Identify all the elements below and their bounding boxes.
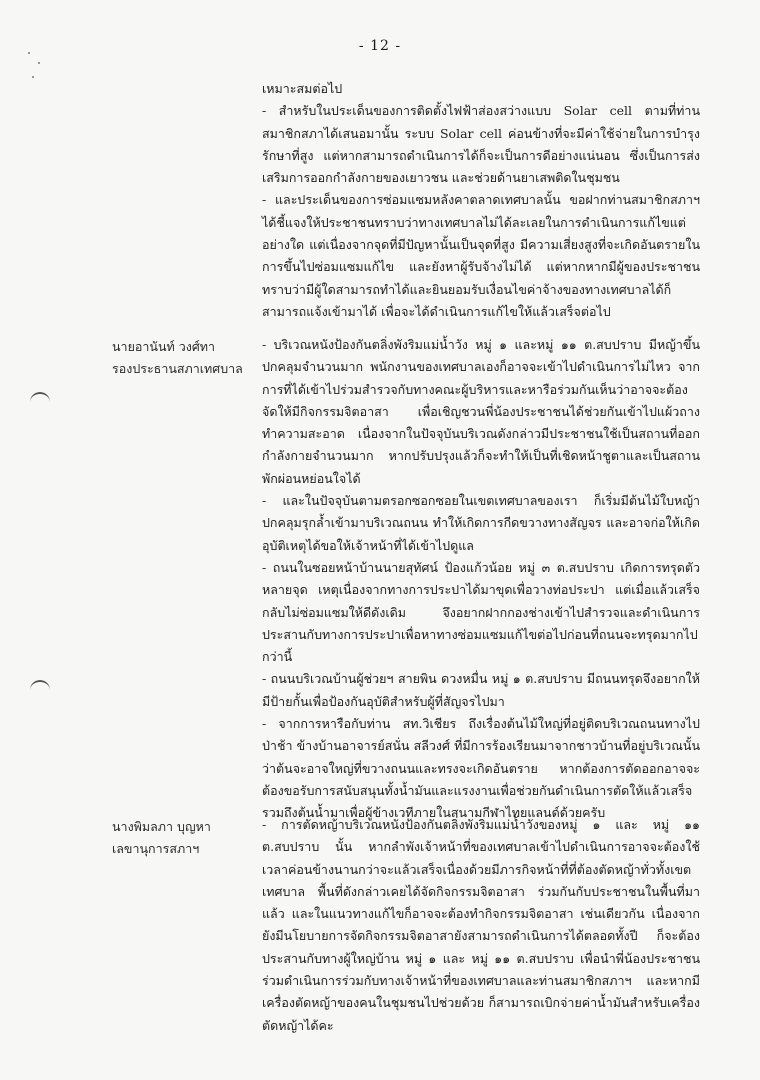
body-text-section-3: [262, 814, 700, 1037]
speaker-name: นางพิมลภา บุญหา: [112, 819, 211, 834]
speaker-role: รองประธานสภาเทศบาล: [112, 361, 243, 376]
speaker-block-1: [112, 336, 262, 380]
paragraph: - การตัดหญ้าบริเวณหนังป้องกันตลิ่งพังริมแม่น้ำวังของหมู่ ๑ และ หมู่ ๑๑ ต.สบปราบ นั้น หากลำพังเจ้าหน้าที่ของเทศบาลเข้าไปดำเนินการอาจจะต้องใช้เวลาค่อนข้างนานกว่าจะแล้วเสร็จเนื่องด้วยมีภารกิจหน้าที่ที่ต้องตัดหญ้าทั่วทั้งเขตเทศบาล พื้นที่ดังกล่าวเคยได้จัดกิจกรรมจิตอาสา ร่วมกันกับประชาชนในพื้นที่มาแล้ว และในแนวทางแก้ไขก็อาจจะต้องทำกิจกรรมจิตอาสา เช่นเดียวกัน เนื่องจากยังมีนโยบายการจัดกิจกรรมจิตอาสายังสามารถดำเนินการได้ตลอดทั้งปี ก็จะต้องประสานกับทางผู้ใหญ่บ้าน หมู่ ๑ และ หมู่ ๑๑ ต.สบปราบ เพื่อนำพี่น้องประชาชนร่วมดำเนินการร่วมกับทางเจ้าหน้าที่ของเทศบาลและท่านสมาชิกสภาฯ และหากมีเครื่องตัดหญ้าของคนในชุมชนไปช่วยด้วย ก็สามารถเบิกจ่ายค่าน้ำมันสำหรับเครื่องตัดหญ้าได้คะ: [262, 817, 700, 1033]
paragraph: - ถนนบริเวณบ้านผู้ช่วยฯ สายพิน ดวงหมื่น หมู่ ๑ ต.สบปราบ มีถนนทรุดจึงอยากให้มีป้ายกั้นเพื่อป้องกันอุบัติสำหรับผู้ที่สัญจรไปมา: [262, 671, 700, 709]
scan-specks: [24, 50, 54, 90]
margin-mark: [30, 680, 50, 692]
body-text-section-1: [262, 78, 700, 323]
paragraph: เหมาะสมต่อไป: [262, 81, 343, 96]
paragraph: - จากการหารือกับท่าน สท.วิเชียร ถึงเรื่องต้นไม้ใหญ่ที่อยู่ติดบริเวณถนนทางไปป่าช้า ข้างบ้านอาจารย์สนั่น สลีวงศ์ ที่มีการร้องเรียนมาจากชาวบ้านที่อยู่บริเวณนั้นว่าต้นจะอาจใหญ่ที่ขวางถนนและทรงจะเกิดอันตราย หากต้องการตัดออกอาจจะต้องขอรับการสนับสนุนทั้งน้ำมันและแรงงานเพื่อช่วยกันดำเนินการตัดให้แล้วเสร็จ รวมถึงต้นน้ำมาเพื่อผู้ข้างเวทีภายในสนามกีฬาไทยแลนด์ด้วยครับ: [262, 716, 700, 821]
paragraph: - และประเด็นของการซ่อมแซมหลังคาตลาดเทศบาลนั้น ขอฝากท่านสมาชิกสภาฯ ได้ชี้แจงให้ประชาชนทราบว่าทางเทศบาลไม่ได้ละเลยในการดำเนินการแก้ไขแต่อย่างใด แต่เนื่องจากจุดที่มีปัญหานั้นเป็นจุดที่สูง มีความเสี่ยงสูงที่จะเกิดอันตรายในการขึ้นไปซ่อมแซมแก้ไข และยังหาผู้รับจ้างไม่ได้ แต่หากหากมีผู้ของประชาชนทราบว่ามีผู้ใดสามารถทำได้และยินยอมรับเงื่อนไขค่าจ้างของทางเทศบาลได้ก็สามารถแจ้งเข้ามาได้ เพื่อจะได้ดำเนินการแก้ไขให้แล้วเสร็จต่อไป: [262, 192, 700, 319]
page-number: - 12 -: [358, 38, 402, 54]
paragraph: - และในปัจจุบันตามตรอกซอกซอยในเขตเทศบาลของเรา ก็เริ่มมีต้นไม้ใบหญ้าปกคลุมรุกล้ำเข้ามาบริเวณถนน ทำให้เกิดการกีดขวางทางสัญจร และอาจก่อให้เกิดอุบัติเหตุได้ขอให้เจ้าหน้าที่ได้เข้าไปดูแล: [262, 493, 700, 553]
speaker-role: เลขานุการสภาฯ: [112, 841, 200, 856]
paragraph: - บริเวณหนังป้องกันตลิ่งพังริมแม่น้ำวัง หมู่ ๑ และหมู่ ๑๑ ต.สบปราบ มีหญ้าขึ้นปกคลุมจำนวนมาก พนักงานของเทศบาลเองก็อาจจะเข้าไปดำเนินการไม่ไหว จากการที่ได้เข้าไปร่วมสำรวจกับทางคณะผู้บริหารและหารือร่วมกันเห็นว่าอาจจะต้องจัดให้มีกิจกรรมจิตอาสา เพื่อเชิญชวนพี่น้องประชาชนได้ช่วยกันเข้าไปแผ้วถางทำความสะอาด เนื่องจากในปัจจุบันบริเวณดังกล่าวมีประชาชนใช้เป็นสถานที่ออกกำลังกายจำนวนมาก หากปรับปรุงแล้วก็จะทำให้เป็นที่เชิดหน้าชูตาและเป็นสถานพักผ่อนหย่อนใจได้: [262, 337, 700, 486]
speaker-block-2: [112, 816, 262, 860]
paragraph: - สำหรับในประเด็นของการติดตั้งไฟฟ้าส่องสว่างแบบ Solar cell ตามที่ท่านสมาชิกสภาได้เสนอมานั้น ระบบ Solar cell ค่อนข้างที่จะมีค่าใช้จ่ายในการบำรุงรักษาที่สูง แต่หากสามารถดำเนินการได้ก็จะเป็นการดีอย่างแน่นอน ซึ่งเป็นการส่งเสริมการออกกำลังกายของเยาวชน และช่วยด้านยาเสพติดในชุมชน: [262, 103, 700, 186]
margin-mark: [30, 392, 50, 404]
body-text-section-2: [262, 334, 700, 825]
paragraph: - ถนนในซอยหน้าบ้านนายสุทัศน์ ป้องแก้วน้อย หมู่ ๓ ต.สบปราบ เกิดการทรุดตัวหลายจุด เหตุเนื่องจากทางการประปาได้มาขุดเพื่อวางท่อประปา แต่เมื่อแล้วเสร็จกลับไม่ซ่อมแซมให้ดีดังเดิม จึงอยากฝากกองช่างเข้าไปสำรวจและดำเนินการประสานกับทางการประปาเพื่อหาทางซ่อมแซมแก้ไขต่อไปก่อนที่ถนนจะทรุดมากไปกว่านี้: [262, 559, 700, 665]
speaker-name: นายอานันท์ วงศ์ทา: [112, 339, 216, 354]
